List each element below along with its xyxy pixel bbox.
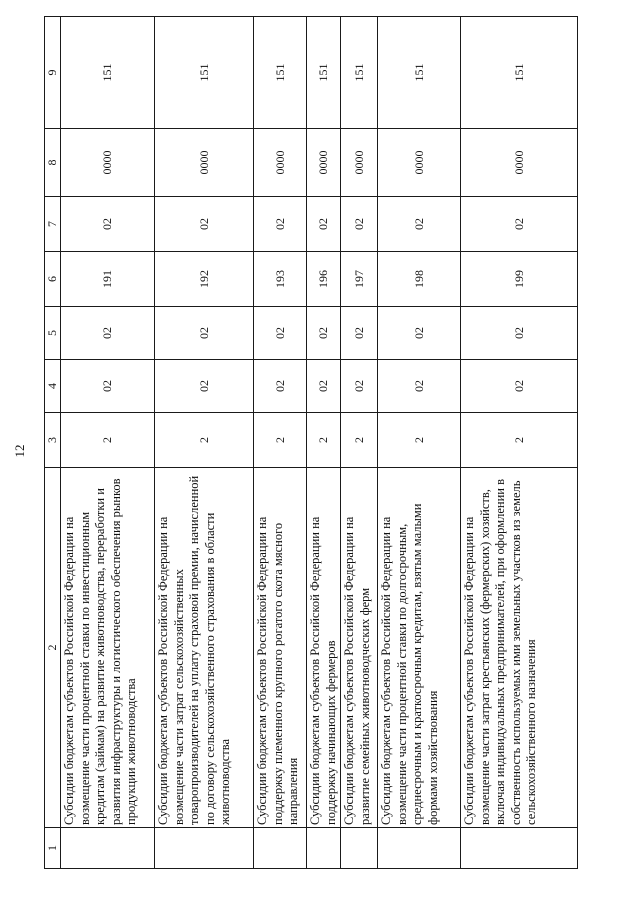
row-cell-col1	[61, 828, 155, 869]
code-cell: 02	[307, 197, 341, 252]
subsidy-name: Субсидии бюджетам субъектов Российской Федерации на поддержку начинающих фермеров	[307, 468, 341, 828]
page-number: 12	[12, 444, 27, 458]
code-cell: 02	[254, 197, 307, 252]
code-cell: 196	[307, 252, 341, 307]
column-header: 3	[45, 413, 61, 468]
code-cell: 151	[155, 17, 254, 129]
code-cell: 151	[307, 17, 341, 129]
code-cell: 2	[341, 413, 378, 468]
code-cell: 151	[378, 17, 461, 129]
code-cell: 02	[61, 197, 155, 252]
code-cell: 02	[378, 197, 461, 252]
code-cell: 151	[61, 17, 155, 129]
row-cell-col1	[341, 828, 378, 869]
code-cell: 02	[307, 307, 341, 360]
subsidy-name: Субсидии бюджетам субъектов Российской Федерации на возмещение части процентной ставки по долгосрочным, среднесрочным и краткосрочным кредитам, взятым малыми формами хозяйствования	[378, 468, 461, 828]
row-cell-col1	[155, 828, 254, 869]
column-header: 5	[45, 307, 61, 360]
code-cell: 2	[155, 413, 254, 468]
code-cell: 02	[254, 360, 307, 413]
code-cell: 02	[155, 197, 254, 252]
code-cell: 02	[378, 307, 461, 360]
code-cell: 02	[461, 360, 578, 413]
code-cell: 2	[307, 413, 341, 468]
header-row	[45, 17, 61, 869]
code-cell: 2	[254, 413, 307, 468]
code-cell: 02	[341, 307, 378, 360]
code-cell: 199	[461, 252, 578, 307]
table-row	[341, 17, 378, 869]
code-cell: 02	[254, 307, 307, 360]
code-cell: 0000	[307, 129, 341, 197]
subsidy-name: Субсидии бюджетам субъектов Российской Федерации на развитие семейных животноводческих ферм	[341, 468, 378, 828]
code-cell: 193	[254, 252, 307, 307]
code-cell: 151	[461, 17, 578, 129]
table-row	[461, 17, 578, 869]
code-cell: 2	[61, 413, 155, 468]
code-cell: 02	[61, 307, 155, 360]
column-header: 4	[45, 360, 61, 413]
code-cell: 02	[307, 360, 341, 413]
code-cell: 0000	[155, 129, 254, 197]
code-cell: 0000	[378, 129, 461, 197]
subsidy-name: Субсидии бюджетам субъектов Российской Федерации на поддержку племенного крупного рогатого скота мясного направления	[254, 468, 307, 828]
code-cell: 0000	[461, 129, 578, 197]
column-header: 8	[45, 129, 61, 197]
code-cell: 0000	[341, 129, 378, 197]
column-header: 9	[45, 17, 61, 129]
subsidy-name: Субсидии бюджетам субъектов Российской Федерации на возмещение части затрат сельскохозяйственных товаропроизводителей на уплату страховой премии, начисленной по договору сельскохозяйственного страхования в области животноводства	[155, 468, 254, 828]
table-row	[307, 17, 341, 869]
column-header: 6	[45, 252, 61, 307]
code-cell: 2	[461, 413, 578, 468]
row-cell-col1	[307, 828, 341, 869]
row-cell-col1	[378, 828, 461, 869]
code-cell: 151	[254, 17, 307, 129]
code-cell: 02	[155, 360, 254, 413]
row-cell-col1	[254, 828, 307, 869]
code-cell: 02	[155, 307, 254, 360]
code-cell: 151	[341, 17, 378, 129]
budget-classification-table	[44, 16, 578, 869]
column-header: 1	[45, 828, 61, 869]
table-row	[378, 17, 461, 869]
subsidy-name: Субсидии бюджетам субъектов Российской Федерации на возмещение части процентной ставки по инвестиционным кредитам (займам) на развитие животноводства, переработки и развития инфраструктуры и логистического обеспечения рынков продукции животноводства	[61, 468, 155, 828]
table-row	[254, 17, 307, 869]
table-row	[61, 17, 155, 869]
subsidy-name: Субсидии бюджетам субъектов Российской Федерации на возмещение части затрат крестьянских (фермерских) хозяйств, включая индивидуальных предпринимателей, при оформлении в собственность используемых ими земельных участков из земель сельскохозяйственного назначения	[461, 468, 578, 828]
code-cell: 02	[461, 307, 578, 360]
code-cell: 02	[61, 360, 155, 413]
code-cell: 02	[341, 360, 378, 413]
code-cell: 02	[461, 197, 578, 252]
code-cell: 0000	[61, 129, 155, 197]
column-header: 7	[45, 197, 61, 252]
table-row	[155, 17, 254, 869]
code-cell: 02	[378, 360, 461, 413]
code-cell: 192	[155, 252, 254, 307]
code-cell: 198	[378, 252, 461, 307]
code-cell: 197	[341, 252, 378, 307]
code-cell: 191	[61, 252, 155, 307]
code-cell: 02	[341, 197, 378, 252]
row-cell-col1	[461, 828, 578, 869]
column-header: 2	[45, 468, 61, 828]
code-cell: 0000	[254, 129, 307, 197]
code-cell: 2	[378, 413, 461, 468]
